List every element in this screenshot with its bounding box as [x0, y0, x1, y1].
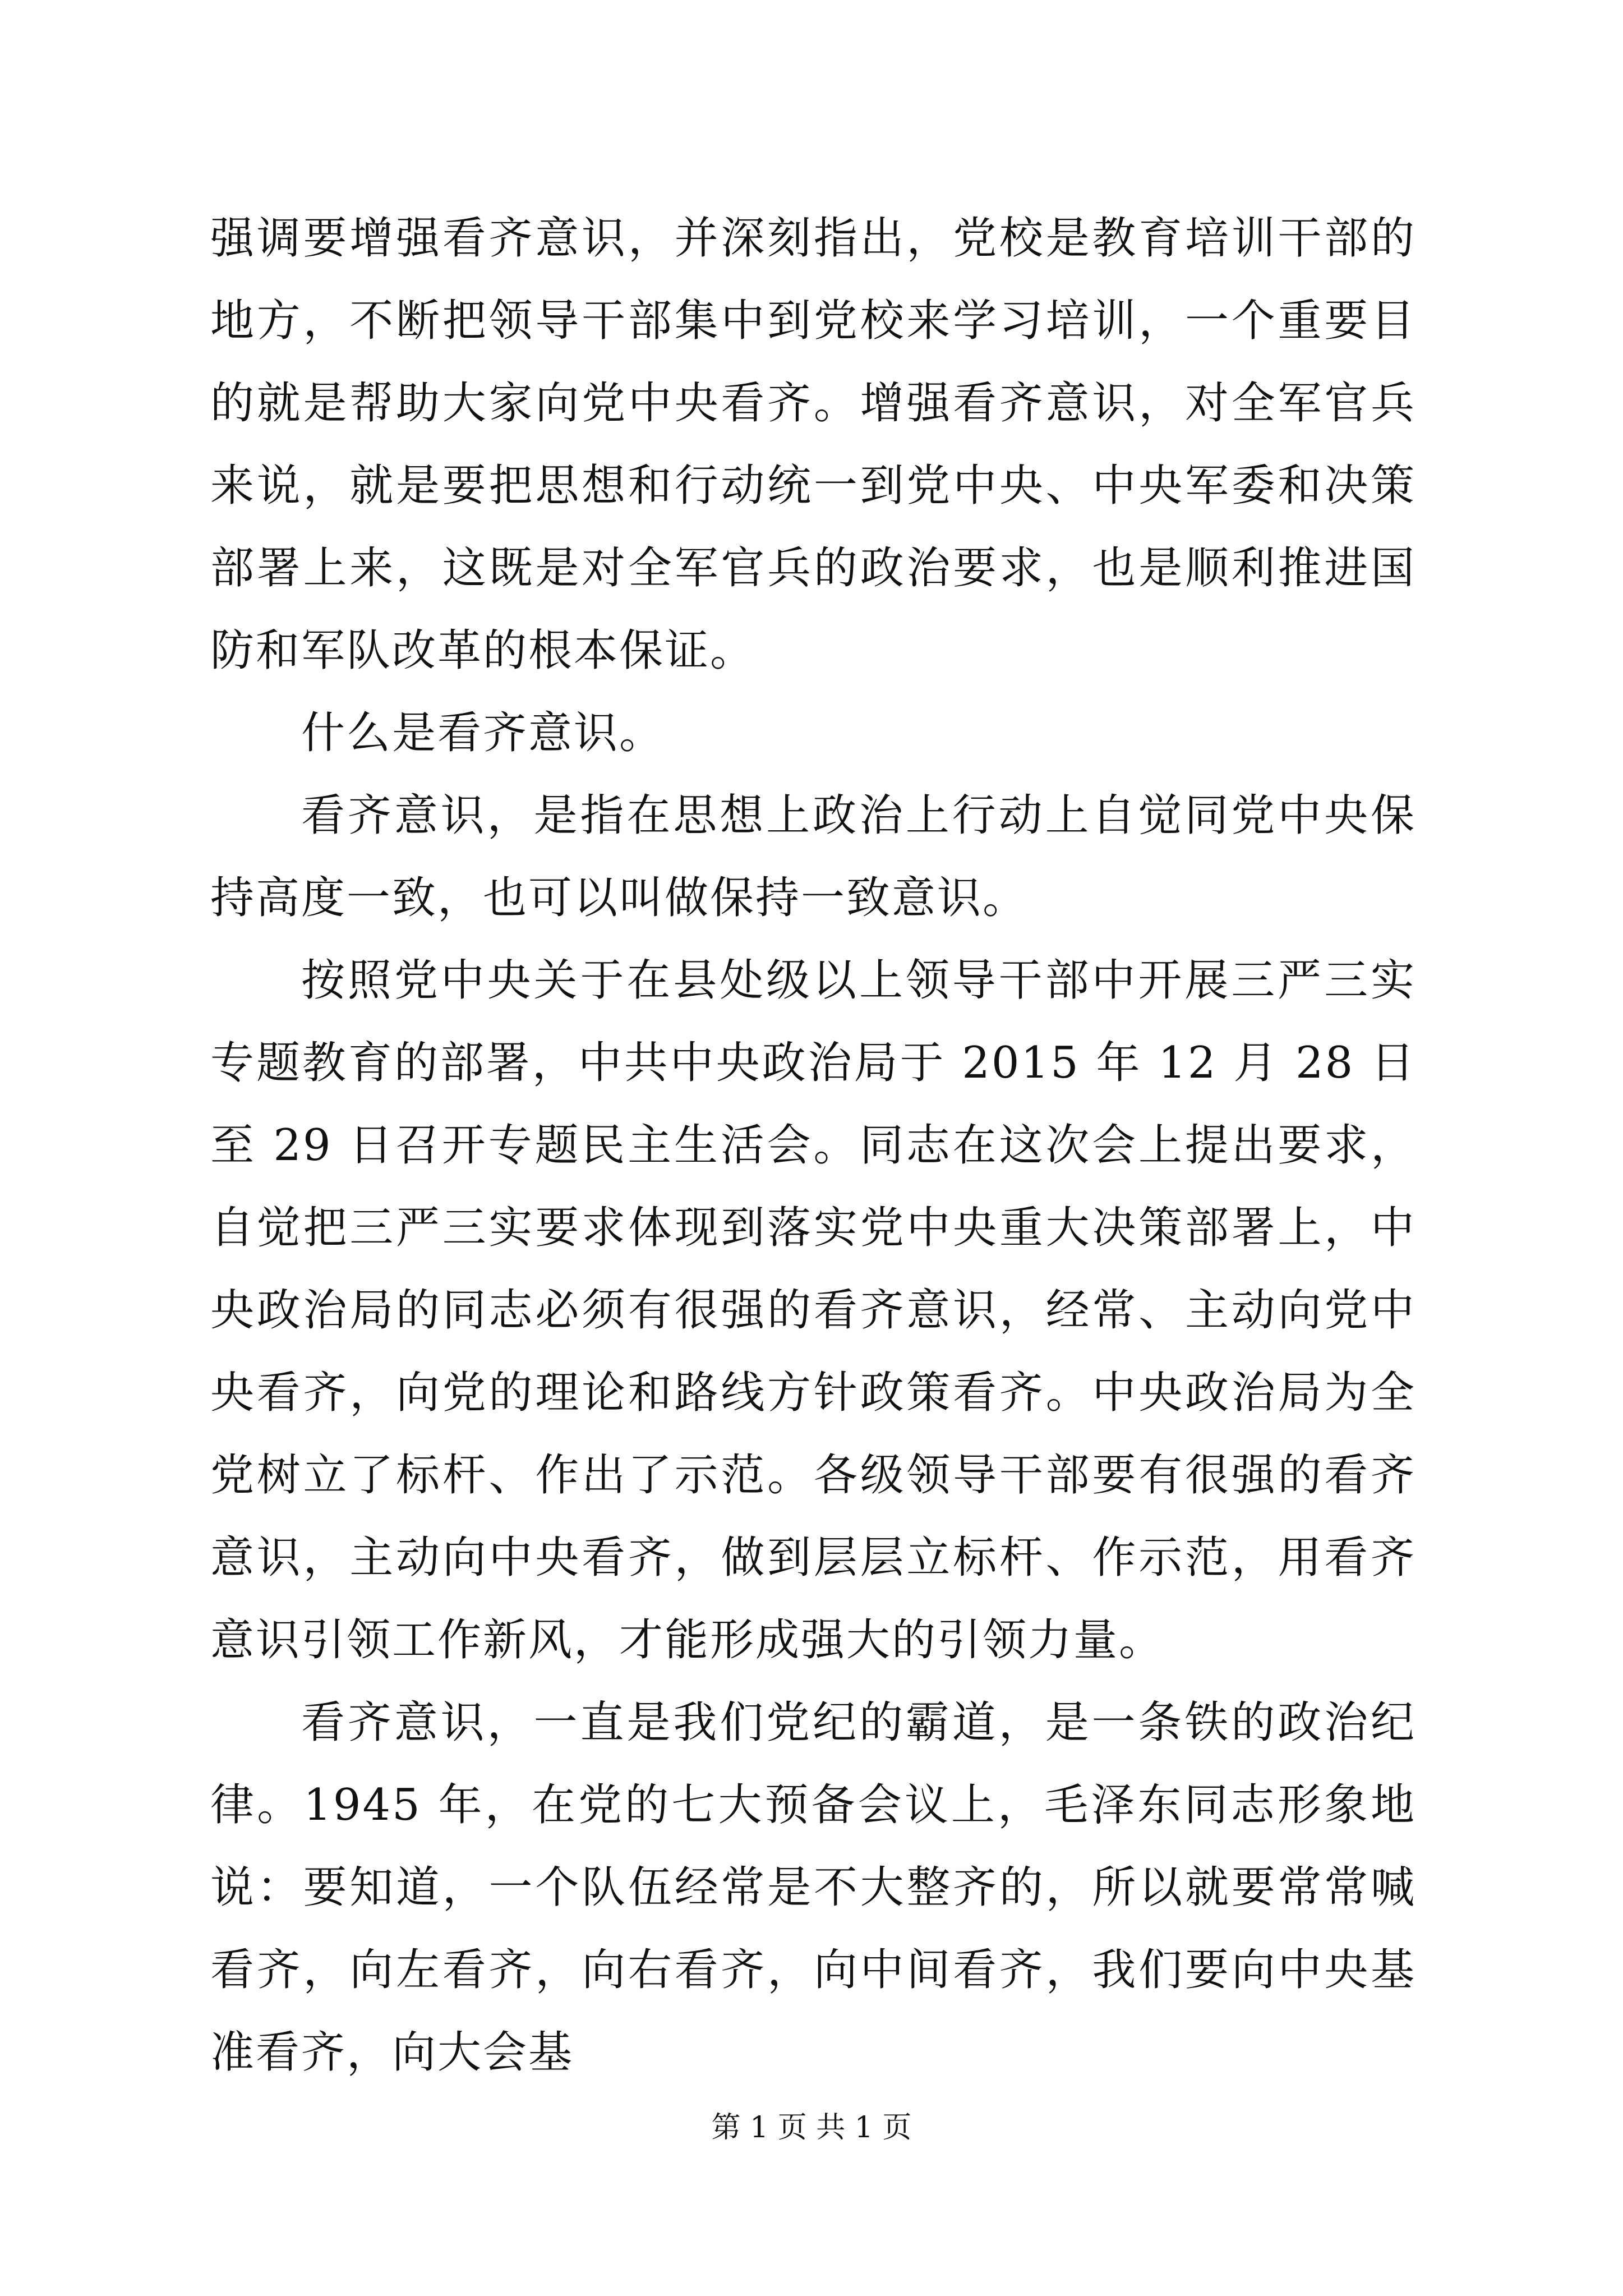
page-footer: 第 1 页 共 1 页: [711, 2111, 912, 2145]
paragraph-history: 看齐意识，一直是我们党纪的霸道，是一条铁的政治纪律。1945 年，在党的七大预备会议上，毛泽东同志形象地说：要知道，一个队伍经常是不大整齐的，所以就要常常喊看齐，向左看齐，向右看齐，向中间看齐，我们要向中央基准看齐，向大会基: [210, 1697, 1416, 2078]
paragraph-heading: 什么是看齐意识。: [301, 708, 665, 758]
paragraph-politburo-meeting: 按照党中央关于在县处级以上领导干部中开展三严三实专题教育的部署，中共中央政治局于 2015 年 12 月 28 日至 29 日召开专题民主生活会。同志在这次会上提出要求，自觉把三严三实要求体现到落实党中央重大决策部署上，中央政治局的同志必须有很强的看齐意识，经常、主动向党中央看齐，向党的理论和路线方针政策看齐。中央政治局为全党树立了标杆、作出了示范。各级领导干部要有很强的看齐意识，主动向中央看齐，做到层层立标杆、作示范，用看齐意识引领工作新风，才能形成强大的引领力量。: [210, 955, 1416, 1665]
paragraph-definition: 看齐意识，是指在思想上政治上行动上自觉同党中央保持高度一致，也可以叫做保持一致意识。: [210, 790, 1416, 923]
paragraph-continued: 强调要增强看齐意识，并深刻指出，党校是教育培训干部的地方，不断把领导干部集中到党校来学习培训，一个重要目的就是帮助大家向党中央看齐。增强看齐意识，对全军官兵来说，就是要把思想和行动统一到党中央、中央军委和决策部署上来，这既是对全军官兵的政治要求，也是顺利推进国防和军队改革的根本保证。: [210, 213, 1416, 676]
document-body: [210, 197, 1416, 2094]
